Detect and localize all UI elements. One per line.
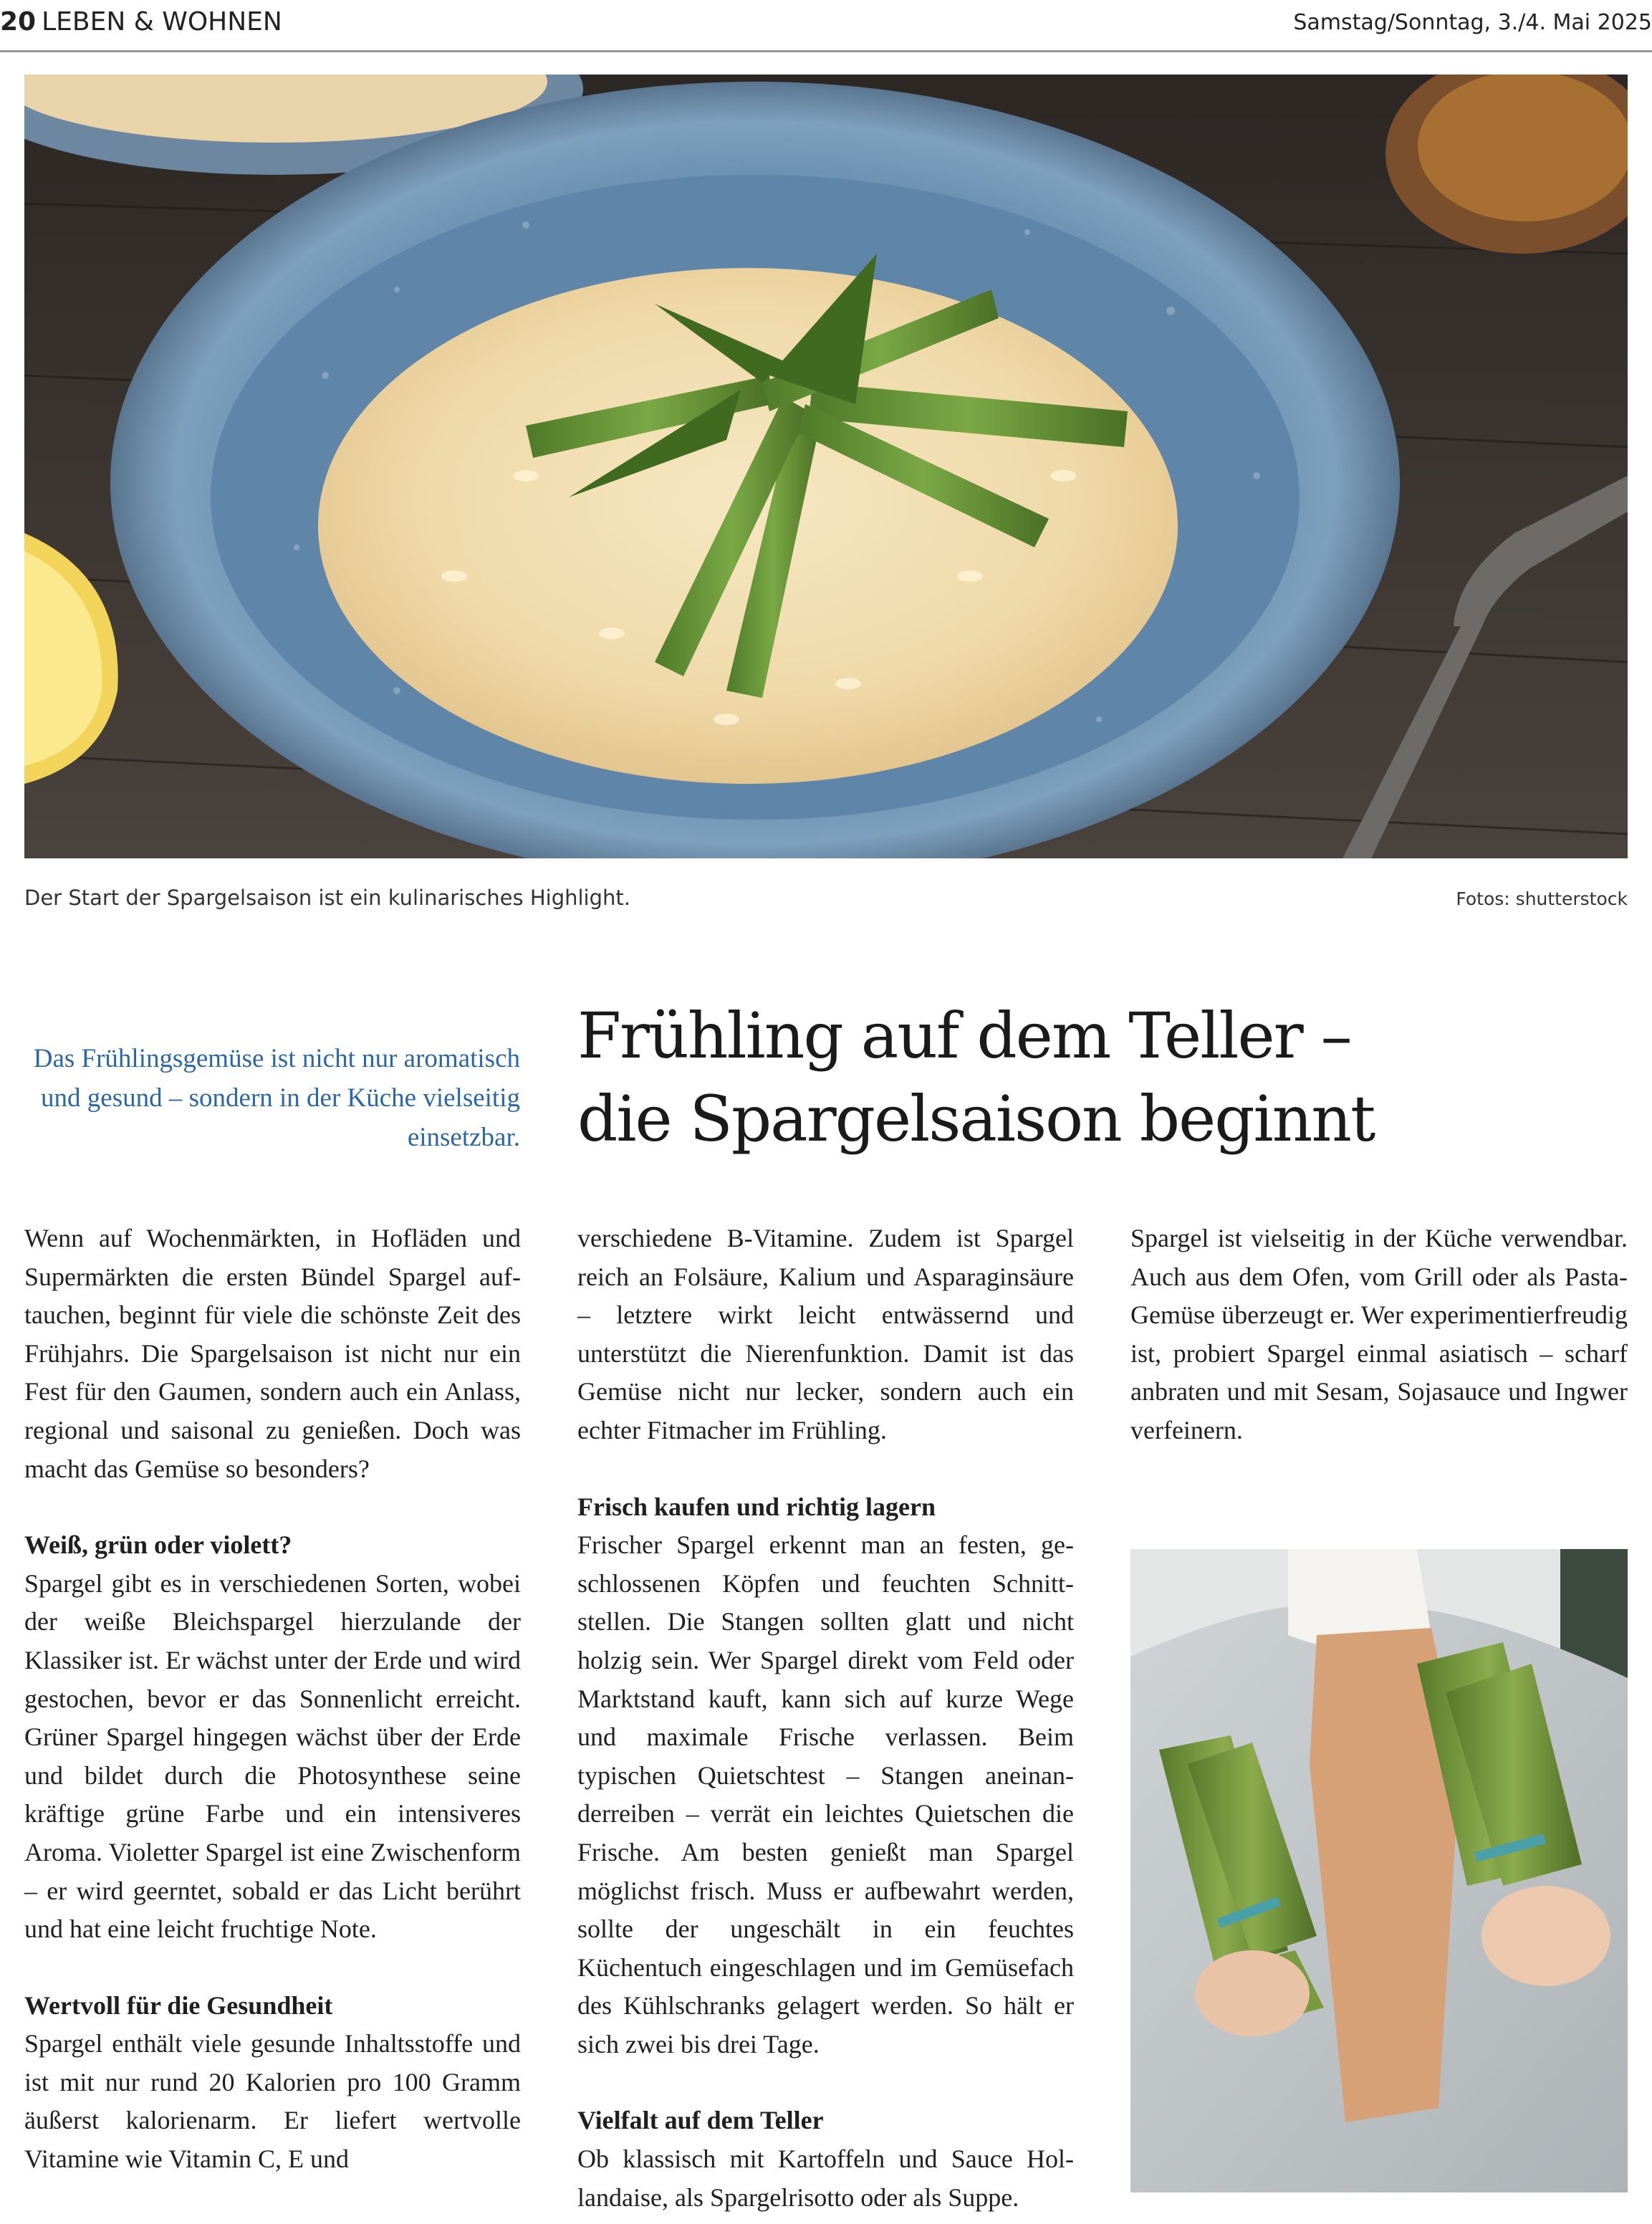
page-number: 20 (0, 7, 37, 37)
section-title: LEBEN & WOHNEN (42, 7, 282, 37)
headline-line-2: die Spargelsaison beginnt (577, 1082, 1375, 1156)
paragraph: Spargel enthält viele gesunde Inhaltsstoffe und ist mit nur rund 20 Kalorien pro 100 Gramm äußerst kalorienarm. Er liefert wertvolle Vitamine wie Vitamin C, E und (24, 2029, 521, 2174)
subheading: Vielfalt auf dem Teller (577, 2106, 824, 2135)
page-header-left (0, 7, 282, 37)
article-headline (577, 994, 1623, 1161)
paragraph: Spargel ist vielseitig in der Küche verwendbar. Auch aus dem Ofen, vom Grill oder als Pasta-Gemüse überzeugt er. Wer experimentierfreudig ist, probiert Spargel einmal asiatisch – scharf anbraten und mit Sesam, Sojasauce und Ingwer verfeinern. (1130, 1224, 1628, 1444)
paragraph: Ob klassisch mit Kartoffeln und Sauce Hollandaise, als Spargelrisotto oder als Suppe. (577, 2144, 1074, 2212)
article-column-2 (577, 1219, 1074, 2217)
photo-credit: Fotos: shutterstock (1456, 888, 1628, 909)
paragraph: Wenn auf Wochenmärkten, in Hofläden und Supermärkten die ersten Bündel Spargel auftauchen, beginnt für viele die schönste Zeit des Frühjahrs. Die Spargelsaison ist nicht nur ein Fest für den Gaumen, sondern auch ein Anlass, regional und saisonal zu genießen. Doch was macht das Gemüse so besonders? (24, 1224, 521, 1483)
risotto-photo (24, 75, 1628, 858)
subheading: Wertvoll für die Gesundheit (24, 1990, 333, 2020)
photo-caption: Der Start der Spargelsaison ist ein kulinarisches Highlight. (24, 886, 630, 910)
header-rule (0, 50, 1652, 52)
paragraph: Spargel gibt es in verschiedenen Sorten, wobei der weiße Bleichspargel hierzulande der Klassiker ist. Er wächst unter der Erde und wird gestochen, bevor er das Sonnenlicht erreicht. Grüner Spargel hingegen wächst über der Erde und bildet durch die Photosynthese seine kräftige grüne Farbe und ein intensiveres Aroma. Violetter Spargel ist eine Zwischenform – er wird geerntet, sobald er das Licht berührt und hat eine leicht fruchtige Note. (24, 1568, 521, 1944)
article-column-1 (24, 1219, 521, 2179)
article-intro: Das Frühlingsgemüse ist nicht nur aromatisch und gesund – sondern in der Küche vielseitig einsetzbar. (33, 1044, 520, 1152)
subheading: Weiß, grün oder violett? (24, 1530, 292, 1560)
paragraph: Frischer Spargel erkennt man an festen, geschlossenen Köpfen und feuchten Schnittstellen. Die Stangen sollten glatt und nicht holzig sein. Wer Spargel direkt vom Feld oder Marktstand kauft, kann sich auf kurze Wege und maximale Frische verlassen. Beim typischen Quietschtest – Stangen aneinanderreiben – verrät ein leichtes Quietschen die Frische. Am besten genießt man Spargel möglichst frisch. Muss er aufbewahrt werden, sollte der ungeschält in ein feuchtes Küchentuch eingeschlagen und im Gemüsefach des Kühlschranks gelagert werden. So hält er sich zwei bis drei Tage. (577, 1530, 1074, 2058)
paragraph: verschiedene B-Vitamine. Zudem ist Spargel reich an Folsäure, Kalium und Asparaginsäure – letztere wirkt leicht entwässernd und unterstützt die Nierenfunktion. Damit ist das Gemüse nicht nur lecker, sondern auch ein echter Fitmacher im Frühling. (577, 1224, 1074, 1444)
asparagus-bundles-photo (1130, 1549, 1628, 2192)
article-column-3 (1130, 1219, 1628, 1450)
headline-line-1: Frühling auf dem Teller – (577, 999, 1351, 1073)
issue-date: Samstag/Sonntag, 3./4. Mai 2025 (1293, 10, 1652, 35)
subheading: Frisch kaufen und richtig lagern (577, 1492, 936, 1521)
